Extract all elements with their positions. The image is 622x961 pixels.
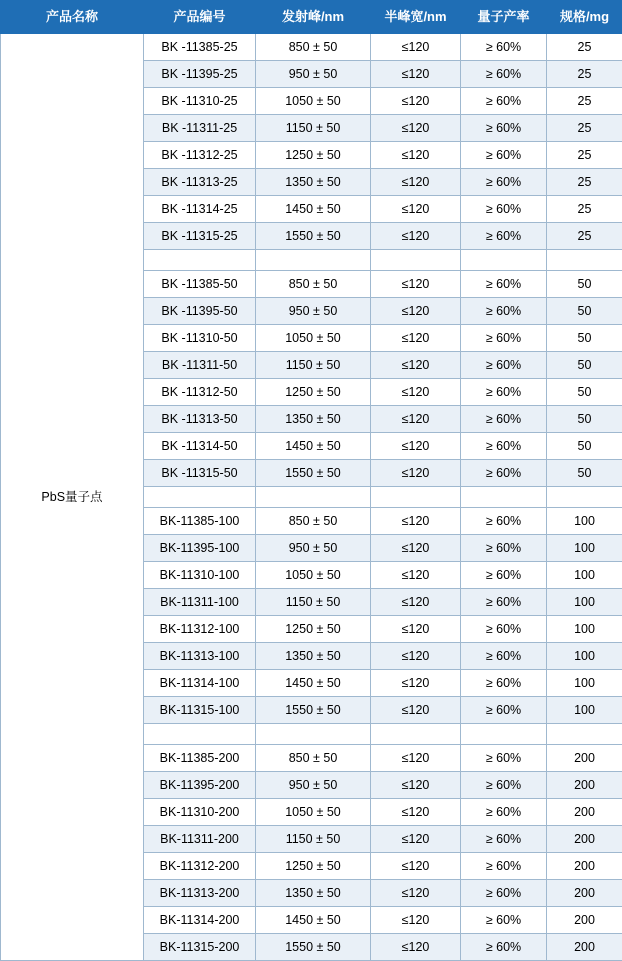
quantum-yield-cell: ≥ 60% xyxy=(461,379,547,406)
spec-cell: 50 xyxy=(547,271,622,298)
spec-cell: 200 xyxy=(547,934,622,961)
quantum-yield-cell: ≥ 60% xyxy=(461,115,547,142)
spacer-cell xyxy=(371,724,461,745)
spec-cell: 200 xyxy=(547,772,622,799)
emission-peak-cell: 850 ± 50 xyxy=(256,508,371,535)
product-code-cell: BK -11395-50 xyxy=(144,298,256,325)
fwhm-cell: ≤120 xyxy=(371,196,461,223)
spacer-cell xyxy=(256,250,371,271)
fwhm-cell: ≤120 xyxy=(371,799,461,826)
fwhm-cell: ≤120 xyxy=(371,115,461,142)
quantum-yield-cell: ≥ 60% xyxy=(461,142,547,169)
fwhm-cell: ≤120 xyxy=(371,460,461,487)
fwhm-cell: ≤120 xyxy=(371,223,461,250)
quantum-yield-cell: ≥ 60% xyxy=(461,433,547,460)
product-code-cell: BK -11313-50 xyxy=(144,406,256,433)
emission-peak-cell: 950 ± 50 xyxy=(256,535,371,562)
product-code-cell: BK -11315-25 xyxy=(144,223,256,250)
emission-peak-cell: 1150 ± 50 xyxy=(256,115,371,142)
quantum-yield-cell: ≥ 60% xyxy=(461,535,547,562)
spacer-cell xyxy=(256,487,371,508)
spec-cell: 100 xyxy=(547,589,622,616)
emission-peak-cell: 850 ± 50 xyxy=(256,34,371,61)
fwhm-cell: ≤120 xyxy=(371,772,461,799)
fwhm-cell: ≤120 xyxy=(371,61,461,88)
product-code-cell: BK-11395-100 xyxy=(144,535,256,562)
emission-peak-cell: 1150 ± 50 xyxy=(256,826,371,853)
emission-peak-cell: 1250 ± 50 xyxy=(256,142,371,169)
product-code-cell: BK-11312-100 xyxy=(144,616,256,643)
spec-cell: 25 xyxy=(547,223,622,250)
emission-peak-cell: 1150 ± 50 xyxy=(256,589,371,616)
spec-cell: 100 xyxy=(547,508,622,535)
emission-peak-cell: 1050 ± 50 xyxy=(256,325,371,352)
spec-cell: 200 xyxy=(547,745,622,772)
spec-cell: 200 xyxy=(547,853,622,880)
quantum-yield-cell: ≥ 60% xyxy=(461,61,547,88)
product-code-cell: BK -11313-25 xyxy=(144,169,256,196)
quantum-yield-cell: ≥ 60% xyxy=(461,271,547,298)
product-code-cell: BK -11312-50 xyxy=(144,379,256,406)
product-code-cell: BK-11385-200 xyxy=(144,745,256,772)
emission-peak-cell: 1050 ± 50 xyxy=(256,562,371,589)
spacer-cell xyxy=(547,724,622,745)
quantum-yield-cell: ≥ 60% xyxy=(461,460,547,487)
spec-cell: 50 xyxy=(547,352,622,379)
spec-cell: 25 xyxy=(547,196,622,223)
spacer-cell xyxy=(144,724,256,745)
spacer-cell xyxy=(461,724,547,745)
emission-peak-cell: 1450 ± 50 xyxy=(256,670,371,697)
spacer-cell xyxy=(371,250,461,271)
fwhm-cell: ≤120 xyxy=(371,271,461,298)
product-code-cell: BK-11385-100 xyxy=(144,508,256,535)
quantum-yield-cell: ≥ 60% xyxy=(461,406,547,433)
emission-peak-cell: 1350 ± 50 xyxy=(256,169,371,196)
product-code-cell: BK-11311-100 xyxy=(144,589,256,616)
emission-peak-cell: 1050 ± 50 xyxy=(256,799,371,826)
fwhm-cell: ≤120 xyxy=(371,535,461,562)
spec-cell: 50 xyxy=(547,298,622,325)
product-code-cell: BK-11395-200 xyxy=(144,772,256,799)
fwhm-cell: ≤120 xyxy=(371,325,461,352)
quantum-yield-cell: ≥ 60% xyxy=(461,589,547,616)
quantum-yield-cell: ≥ 60% xyxy=(461,562,547,589)
spec-cell: 200 xyxy=(547,799,622,826)
spec-cell: 25 xyxy=(547,115,622,142)
product-code-cell: BK-11314-200 xyxy=(144,907,256,934)
spec-cell: 100 xyxy=(547,616,622,643)
emission-peak-cell: 1250 ± 50 xyxy=(256,379,371,406)
column-header-emission-peak: 发射峰/nm xyxy=(256,1,371,34)
fwhm-cell: ≤120 xyxy=(371,298,461,325)
product-code-cell: BK -11315-50 xyxy=(144,460,256,487)
quantum-yield-cell: ≥ 60% xyxy=(461,352,547,379)
spec-cell: 50 xyxy=(547,325,622,352)
emission-peak-cell: 1450 ± 50 xyxy=(256,433,371,460)
product-code-cell: BK -11314-50 xyxy=(144,433,256,460)
fwhm-cell: ≤120 xyxy=(371,88,461,115)
fwhm-cell: ≤120 xyxy=(371,826,461,853)
spacer-cell xyxy=(547,250,622,271)
quantum-yield-cell: ≥ 60% xyxy=(461,880,547,907)
spacer-cell xyxy=(547,487,622,508)
quantum-yield-cell: ≥ 60% xyxy=(461,697,547,724)
quantum-yield-cell: ≥ 60% xyxy=(461,745,547,772)
emission-peak-cell: 1450 ± 50 xyxy=(256,196,371,223)
spec-cell: 100 xyxy=(547,643,622,670)
spec-cell: 50 xyxy=(547,379,622,406)
fwhm-cell: ≤120 xyxy=(371,853,461,880)
spec-cell: 100 xyxy=(547,670,622,697)
emission-peak-cell: 1550 ± 50 xyxy=(256,697,371,724)
product-code-cell: BK -11395-25 xyxy=(144,61,256,88)
fwhm-cell: ≤120 xyxy=(371,508,461,535)
product-code-cell: BK-11310-200 xyxy=(144,799,256,826)
table-header-row xyxy=(1,1,622,34)
spec-cell: 50 xyxy=(547,460,622,487)
product-code-cell: BK -11310-50 xyxy=(144,325,256,352)
column-header-quantum-yield: 量子产率 xyxy=(461,1,547,34)
fwhm-cell: ≤120 xyxy=(371,433,461,460)
product-code-cell: BK -11385-50 xyxy=(144,271,256,298)
product-code-cell: BK-11315-200 xyxy=(144,934,256,961)
fwhm-cell: ≤120 xyxy=(371,934,461,961)
fwhm-cell: ≤120 xyxy=(371,907,461,934)
product-code-cell: BK-11315-100 xyxy=(144,697,256,724)
spacer-cell xyxy=(144,487,256,508)
emission-peak-cell: 950 ± 50 xyxy=(256,772,371,799)
fwhm-cell: ≤120 xyxy=(371,670,461,697)
quantum-yield-cell: ≥ 60% xyxy=(461,325,547,352)
fwhm-cell: ≤120 xyxy=(371,406,461,433)
fwhm-cell: ≤120 xyxy=(371,562,461,589)
quantum-yield-cell: ≥ 60% xyxy=(461,853,547,880)
product-code-cell: BK -11310-25 xyxy=(144,88,256,115)
product-code-cell: BK -11314-25 xyxy=(144,196,256,223)
emission-peak-cell: 1450 ± 50 xyxy=(256,907,371,934)
fwhm-cell: ≤120 xyxy=(371,379,461,406)
fwhm-cell: ≤120 xyxy=(371,745,461,772)
quantum-yield-cell: ≥ 60% xyxy=(461,34,547,61)
fwhm-cell: ≤120 xyxy=(371,643,461,670)
spec-cell: 25 xyxy=(547,169,622,196)
fwhm-cell: ≤120 xyxy=(371,352,461,379)
product-code-cell: BK -11311-50 xyxy=(144,352,256,379)
quantum-yield-cell: ≥ 60% xyxy=(461,934,547,961)
column-header-spec: 规格/mg xyxy=(547,1,622,34)
emission-peak-cell: 1550 ± 50 xyxy=(256,460,371,487)
quantum-yield-cell: ≥ 60% xyxy=(461,772,547,799)
column-header-product-name: 产品名称 xyxy=(1,1,144,34)
product-code-cell: BK-11313-200 xyxy=(144,880,256,907)
spacer-cell xyxy=(371,487,461,508)
spacer-cell xyxy=(461,487,547,508)
spec-cell: 50 xyxy=(547,433,622,460)
quantum-yield-cell: ≥ 60% xyxy=(461,799,547,826)
quantum-yield-cell: ≥ 60% xyxy=(461,670,547,697)
spacer-cell xyxy=(144,250,256,271)
product-code-cell: BK -11312-25 xyxy=(144,142,256,169)
product-code-cell: BK-11312-200 xyxy=(144,853,256,880)
product-code-cell: BK-11311-200 xyxy=(144,826,256,853)
fwhm-cell: ≤120 xyxy=(371,169,461,196)
fwhm-cell: ≤120 xyxy=(371,616,461,643)
spec-cell: 25 xyxy=(547,88,622,115)
spec-cell: 25 xyxy=(547,142,622,169)
emission-peak-cell: 1550 ± 50 xyxy=(256,934,371,961)
table-body xyxy=(1,34,622,961)
quantum-yield-cell: ≥ 60% xyxy=(461,169,547,196)
emission-peak-cell: 1150 ± 50 xyxy=(256,352,371,379)
product-name-cell: PbS量子点 xyxy=(1,34,144,961)
emission-peak-cell: 1050 ± 50 xyxy=(256,88,371,115)
emission-peak-cell: 1550 ± 50 xyxy=(256,223,371,250)
spec-cell: 25 xyxy=(547,61,622,88)
column-header-fwhm: 半峰宽/nm xyxy=(371,1,461,34)
spacer-cell xyxy=(461,250,547,271)
table-row xyxy=(1,34,622,61)
quantum-yield-cell: ≥ 60% xyxy=(461,223,547,250)
spec-cell: 100 xyxy=(547,697,622,724)
quantum-yield-cell: ≥ 60% xyxy=(461,508,547,535)
quantum-yield-cell: ≥ 60% xyxy=(461,907,547,934)
emission-peak-cell: 1250 ± 50 xyxy=(256,853,371,880)
column-header-product-code: 产品编号 xyxy=(144,1,256,34)
fwhm-cell: ≤120 xyxy=(371,34,461,61)
spec-cell: 200 xyxy=(547,826,622,853)
emission-peak-cell: 950 ± 50 xyxy=(256,298,371,325)
spacer-cell xyxy=(256,724,371,745)
quantum-yield-cell: ≥ 60% xyxy=(461,88,547,115)
product-code-cell: BK-11313-100 xyxy=(144,643,256,670)
product-code-cell: BK-11310-100 xyxy=(144,562,256,589)
emission-peak-cell: 1350 ± 50 xyxy=(256,643,371,670)
fwhm-cell: ≤120 xyxy=(371,697,461,724)
product-code-cell: BK -11311-25 xyxy=(144,115,256,142)
table-header xyxy=(1,1,622,34)
spec-cell: 100 xyxy=(547,562,622,589)
emission-peak-cell: 1350 ± 50 xyxy=(256,406,371,433)
fwhm-cell: ≤120 xyxy=(371,142,461,169)
emission-peak-cell: 950 ± 50 xyxy=(256,61,371,88)
emission-peak-cell: 1350 ± 50 xyxy=(256,880,371,907)
quantum-yield-cell: ≥ 60% xyxy=(461,298,547,325)
emission-peak-cell: 850 ± 50 xyxy=(256,745,371,772)
spec-cell: 25 xyxy=(547,34,622,61)
fwhm-cell: ≤120 xyxy=(371,880,461,907)
fwhm-cell: ≤120 xyxy=(371,589,461,616)
spec-cell: 200 xyxy=(547,880,622,907)
product-code-cell: BK-11314-100 xyxy=(144,670,256,697)
emission-peak-cell: 850 ± 50 xyxy=(256,271,371,298)
product-code-cell: BK -11385-25 xyxy=(144,34,256,61)
quantum-yield-cell: ≥ 60% xyxy=(461,826,547,853)
spec-cell: 100 xyxy=(547,535,622,562)
quantum-yield-cell: ≥ 60% xyxy=(461,616,547,643)
quantum-yield-cell: ≥ 60% xyxy=(461,196,547,223)
spec-cell: 200 xyxy=(547,907,622,934)
spec-cell: 50 xyxy=(547,406,622,433)
quantum-yield-cell: ≥ 60% xyxy=(461,643,547,670)
emission-peak-cell: 1250 ± 50 xyxy=(256,616,371,643)
